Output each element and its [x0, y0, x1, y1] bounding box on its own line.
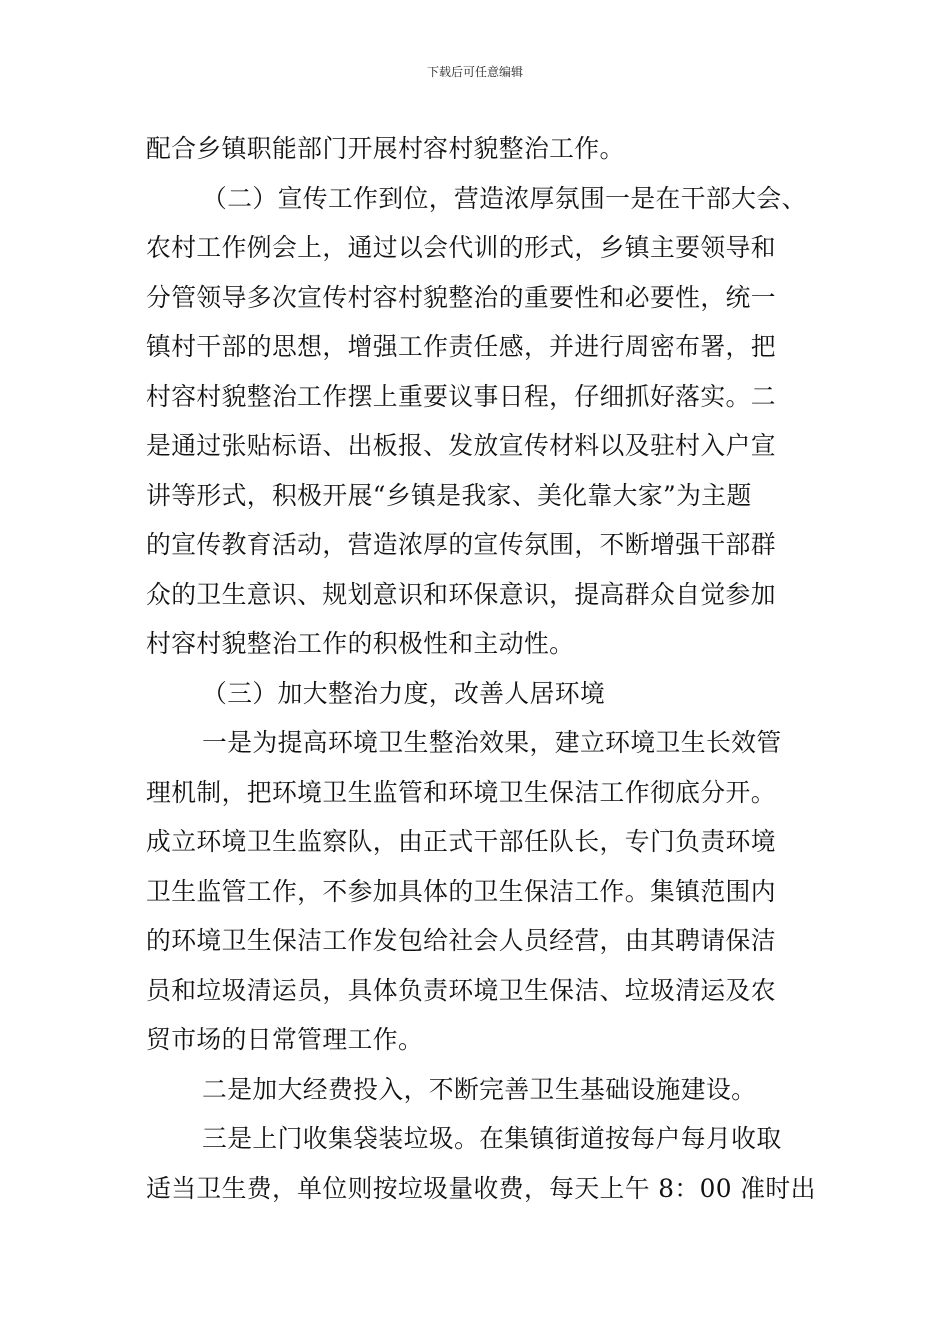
- page-header: 下载后可任意编辑: [426, 65, 523, 79]
- section-heading: （三）加大整治力度，改善人居环境: [202, 678, 606, 708]
- text-line: 镇村干部的思想，增强工作责任感，并进行周密布署，把: [146, 332, 776, 361]
- text-line: 二是加大经费投入，不断完善卫生基础设施建设。: [202, 1074, 757, 1104]
- text-line: 众的卫生意识、规划意识和环保意识，提高群众自觉参加: [146, 579, 776, 609]
- text-line: 贸市场的日常管理工作。: [146, 1025, 424, 1054]
- text-line: 讲等形式，积极开展“乡镇是我家、美化靠大家”为主题: [146, 480, 752, 510]
- text-line: 配合乡镇职能部门开展村容村貌整治工作。: [146, 134, 625, 163]
- document-body: [146, 124, 816, 1213]
- text-line: 一是为提高环境卫生整治效果，建立环境卫生长效管: [202, 728, 782, 757]
- text-line: 的宣传教育活动，营造浓厚的宣传氛围，不断增强干部群: [146, 530, 776, 559]
- text-line: （二）宣传工作到位，营造浓厚氛围一是在干部大会、: [202, 183, 807, 213]
- text-line: 的环境卫生保洁工作发包给社会人员经营，由其聘请保洁: [146, 926, 776, 955]
- text-line: 三是上门收集袋装垃圾。在集镇街道按每户每月收取: [202, 1124, 782, 1153]
- text-line: 村容村貌整治工作的积极性和主动性。: [146, 629, 575, 658]
- text-line: 卫生监管工作，不参加具体的卫生保洁工作。集镇范围内: [146, 876, 776, 906]
- text-line: 员和垃圾清运员，具体负责环境卫生保洁、垃圾清运及农: [146, 975, 776, 1005]
- text-line: 适当卫生费，单位则按垃圾量收费，每天上午 8：00 准时出: [146, 1173, 816, 1203]
- text-line: 是通过张贴标语、出板报、发放宣传材料以及驻村入户宣: [146, 431, 776, 460]
- text-line: 理机制，把环境卫生监管和环境卫生保洁工作彻底分开。: [146, 777, 776, 807]
- text-line: 村容村貌整治工作摆上重要议事日程，仔细抓好落实。二: [146, 381, 776, 411]
- text-line: 分管领导多次宣传村容村貌整治的重要性和必要性，统一: [146, 282, 776, 312]
- text-line: 成立环境卫生监察队，由正式干部任队长，专门负责环境: [146, 827, 776, 856]
- text-line: 农村工作例会上，通过以会代训的形式，乡镇主要领导和: [146, 233, 776, 262]
